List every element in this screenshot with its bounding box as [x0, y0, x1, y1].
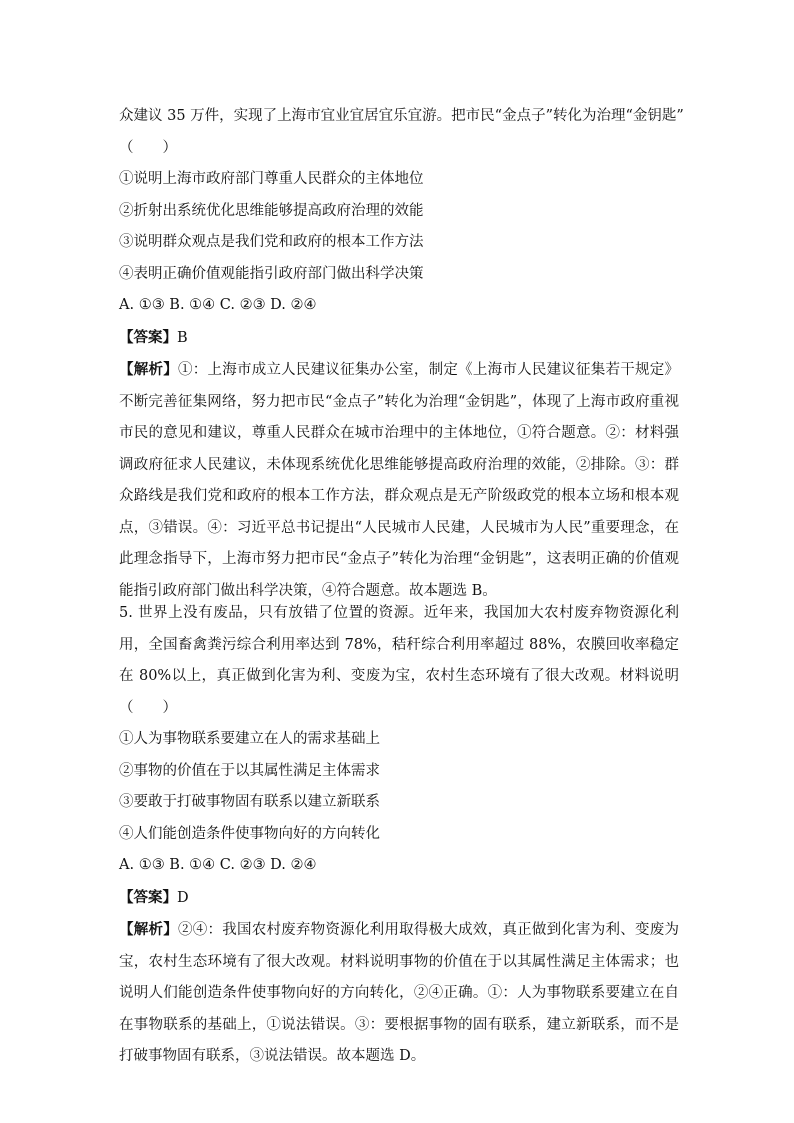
q5-option-3: ③要敢于打破事物固有联系以建立新联系: [119, 794, 380, 810]
q4-option-2: ②折射出系统优化思维能够提高政府治理的效能: [119, 202, 424, 219]
q5-option-1: ①人为事物联系要建立在人的需求基础上: [119, 731, 380, 747]
question-4: [119, 101, 684, 607]
q4-analysis-text: ①：上海市成立人民建议征集办公室，制定《上海市人民建议征集若干规定》不断完善征集网络，努力把市民“金点子”转化为治理“金钥匙”，体现了上海市政府重视市民的意见和建议，尊重人民群众在城市治理中的主体地位，①符合题意。②：材料强调政府征求人民建议，未体现系统优化思维能够提高政府治理的效能，②排除。③：群众路线是我们党和政府的根本工作方法，群众观点是无产阶级政党的根本立场和根本观点，③错误。④：习近平总书记提出“人民城市人民建，人民城市为人民”重要理念，在此理念指导下，上海市努力把市民“金点子”转化为治理“金钥匙”，这表明正确的价值观能指引政府部门做出科学决策，④符合题意。故本题选 B。: [119, 362, 680, 599]
q4-option-4: ④表明正确价值观能指引政府部门做出科学决策: [119, 265, 424, 282]
q5-analysis: [119, 914, 679, 1073]
q5-option-4: ④人们能创造条件使事物向好的方向转化: [119, 825, 380, 842]
q4-choices: A. ①③ B. ①④ C. ②③ D. ②④: [119, 297, 317, 313]
q4-analysis-label: 【解析】: [119, 361, 178, 378]
q4-answer-label: 【答案】: [119, 328, 177, 346]
q4-option-1: ①说明上海市政府部门尊重人民群众的主体地位: [119, 171, 424, 187]
q4-answer-value: B: [177, 329, 188, 346]
q5-answer: [119, 882, 679, 915]
q4-analysis: [119, 354, 679, 607]
question-5: [119, 598, 679, 1073]
q5-analysis-label: 【解析】: [119, 921, 178, 938]
q5-choices: A. ①③ B. ①④ C. ②③ D. ②④: [119, 857, 317, 873]
q5-stem: 5. 世界上没有废品，只有放错了位置的资源。近年来，我国加大农村废弃物资源化利用，全国畜禽粪污综合利用率达到 78%，秸秆综合利用率超过 88%，农膜回收率稳定在 80%以上，真正做到化害为利、变废为宝，农村生态环境有了很大改观。材料说明（ ）: [119, 605, 679, 716]
q4-answer: [119, 322, 679, 355]
q4-stem-line-1: 众建议 35 万件，实现了上海市宜业宜居宜乐宜游。把市民“金点子”转化为治理“金钥匙”: [119, 108, 684, 124]
q4-option-3: ③说明群众观点是我们党和政府的根本工作方法: [119, 234, 424, 250]
q4-stem-line-2: （ ）: [119, 139, 177, 156]
q5-option-2: ②事物的价值在于以其属性满足主体需求: [119, 762, 380, 779]
q5-answer-label: 【答案】: [119, 888, 177, 906]
q5-answer-value: D: [177, 889, 189, 906]
q5-analysis-text: ②④：我国农村废弃物资源化利用取得极大成效，真正做到化害为利、变废为宝，农村生态环境有了很大改观。材料说明事物的价值在于以其属性满足主体需求；也说明人们能创造条件使事物向好的方向转化，②④正确。①：人为事物联系要建立在自在事物联系的基础上，①说法错误。③：要根据事物的固有联系，建立新联系，而不是打破事物固有联系，③说法错误。故本题选 D。: [119, 922, 680, 1064]
